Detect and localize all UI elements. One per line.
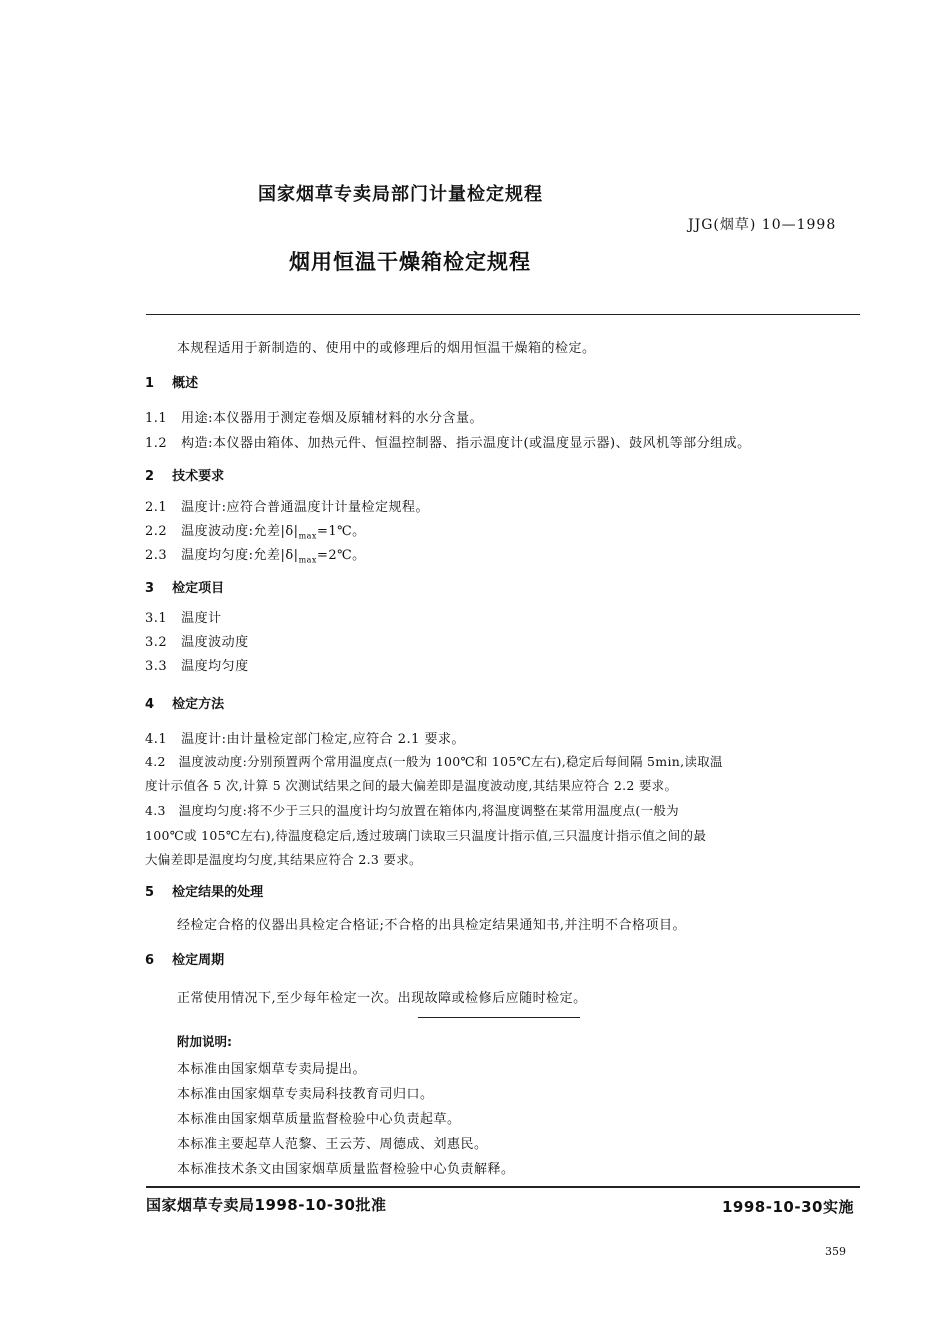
section-4-heading [145,693,224,712]
section-1-heading [145,372,198,391]
doc-title: 烟用恒温干燥箱检定规程 [289,250,531,274]
section-2-heading [145,465,224,484]
note-3: 本标准由国家烟草质量监督检验中心负责起草。 [177,1112,461,1127]
section-5-text: 经检定合格的仪器出具检定合格证;不合格的出具检定结果通知书,并注明不合格项目。 [177,918,687,933]
item-text: 温度波动度:分别预置两个常用温度点(一般为 100℃和 105℃左右),稳定后每间隔 5min,读取温 [178,754,723,769]
item-text: =1℃。 [316,524,366,539]
item-text: 温度均匀度:允差|δ| [181,548,299,563]
item-4-2 [145,752,723,770]
item-4-3 [145,801,679,819]
section-number: 4 [145,697,155,712]
section-title: 检定方法 [172,697,225,712]
note-1: 本标准由国家烟草专卖局提出。 [177,1062,367,1077]
item-text: 温度计:应符合普通温度计计量检定规程。 [181,500,429,515]
section-title: 检定项目 [172,581,225,596]
section-title: 检定结果的处理 [172,885,264,900]
item-text: =2℃。 [316,548,366,563]
section-number: 5 [145,885,155,900]
top-rule [146,314,860,315]
standard-code: JJG(烟草) 10—1998 [688,217,837,233]
page-number: 359 [825,1245,846,1258]
section-title: 技术要求 [172,469,225,484]
subscript: max [298,531,317,541]
section-number: 2 [145,469,155,484]
item-4-3-cont-1: 100℃或 105℃左右),待温度稳定后,透过玻璃门读取三只温度计指示值,三只温度计指示值之间的最 [145,828,707,843]
org-title: 国家烟草专卖局部门计量检定规程 [258,184,543,205]
item-4-3-cont-2: 大偏差即是温度均匀度,其结果应符合 2.3 要求。 [145,852,422,867]
section-6-text: 正常使用情况下,至少每年检定一次。出现故障或检修后应随时检定。 [177,991,587,1006]
item-2-1 [145,496,429,515]
item-text: 温度均匀度 [181,659,249,674]
bottom-rule [146,1186,860,1188]
item-number: 4.2 [145,754,166,769]
subscript: max [298,555,317,565]
short-divider [418,1017,580,1018]
note-4: 本标准主要起草人范黎、王云芳、周德成、刘惠民。 [177,1137,488,1152]
item-text: 温度波动度:允差|δ| [181,524,299,539]
item-text: 用途:本仪器用于测定卷烟及原辅材料的水分含量。 [181,411,483,426]
item-number: 3.1 [145,611,168,626]
item-number: 4.1 [145,732,168,747]
note-2: 本标准由国家烟草专卖局科技教育司归口。 [177,1087,434,1102]
item-1-1 [145,407,483,426]
item-text: 构造:本仪器由箱体、加热元件、恒温控制器、指示温度计(或温度显示器)、鼓风机等部分组成。 [181,436,751,451]
section-number: 1 [145,376,155,391]
item-number: 3.2 [145,635,168,650]
item-number: 2.3 [145,548,168,563]
section-title: 检定周期 [172,953,225,968]
item-number: 2.1 [145,500,168,515]
item-number: 2.2 [145,524,168,539]
item-3-3 [145,655,249,674]
approval-line: 国家烟草专卖局1998-10-30批准 [146,1196,387,1214]
item-2-2 [145,520,366,541]
section-number: 3 [145,581,155,596]
note-5: 本标准技术条文由国家烟草质量监督检验中心负责解释。 [177,1162,515,1177]
notes-title: 附加说明: [177,1034,232,1049]
intro-paragraph: 本规程适用于新制造的、使用中的或修理后的烟用恒温干燥箱的检定。 [177,341,596,356]
item-number: 1.1 [145,411,168,426]
item-text: 温度计 [181,611,222,626]
item-1-2 [145,432,751,451]
item-4-1 [145,728,465,747]
item-3-1 [145,607,222,626]
item-number: 1.2 [145,436,168,451]
section-6-heading [145,949,224,968]
item-number: 3.3 [145,659,168,674]
item-text: 温度均匀度:将不少于三只的温度计均匀放置在箱体内,将温度调整在某常用温度点(一般为 [178,803,679,818]
section-5-heading [145,881,263,900]
item-text: 温度计:由计量检定部门检定,应符合 2.1 要求。 [181,732,466,747]
section-number: 6 [145,953,155,968]
item-text: 温度波动度 [181,635,249,650]
effective-line: 1998-10-30实施 [722,1198,854,1216]
section-title: 概述 [172,376,199,391]
item-2-3 [145,544,366,565]
item-4-2-cont: 度计示值各 5 次,计算 5 次测试结果之间的最大偏差即是温度波动度,其结果应符合 2.2 要求。 [145,778,678,793]
section-3-heading [145,577,224,596]
item-3-2 [145,631,249,650]
item-number: 4.3 [145,803,166,818]
